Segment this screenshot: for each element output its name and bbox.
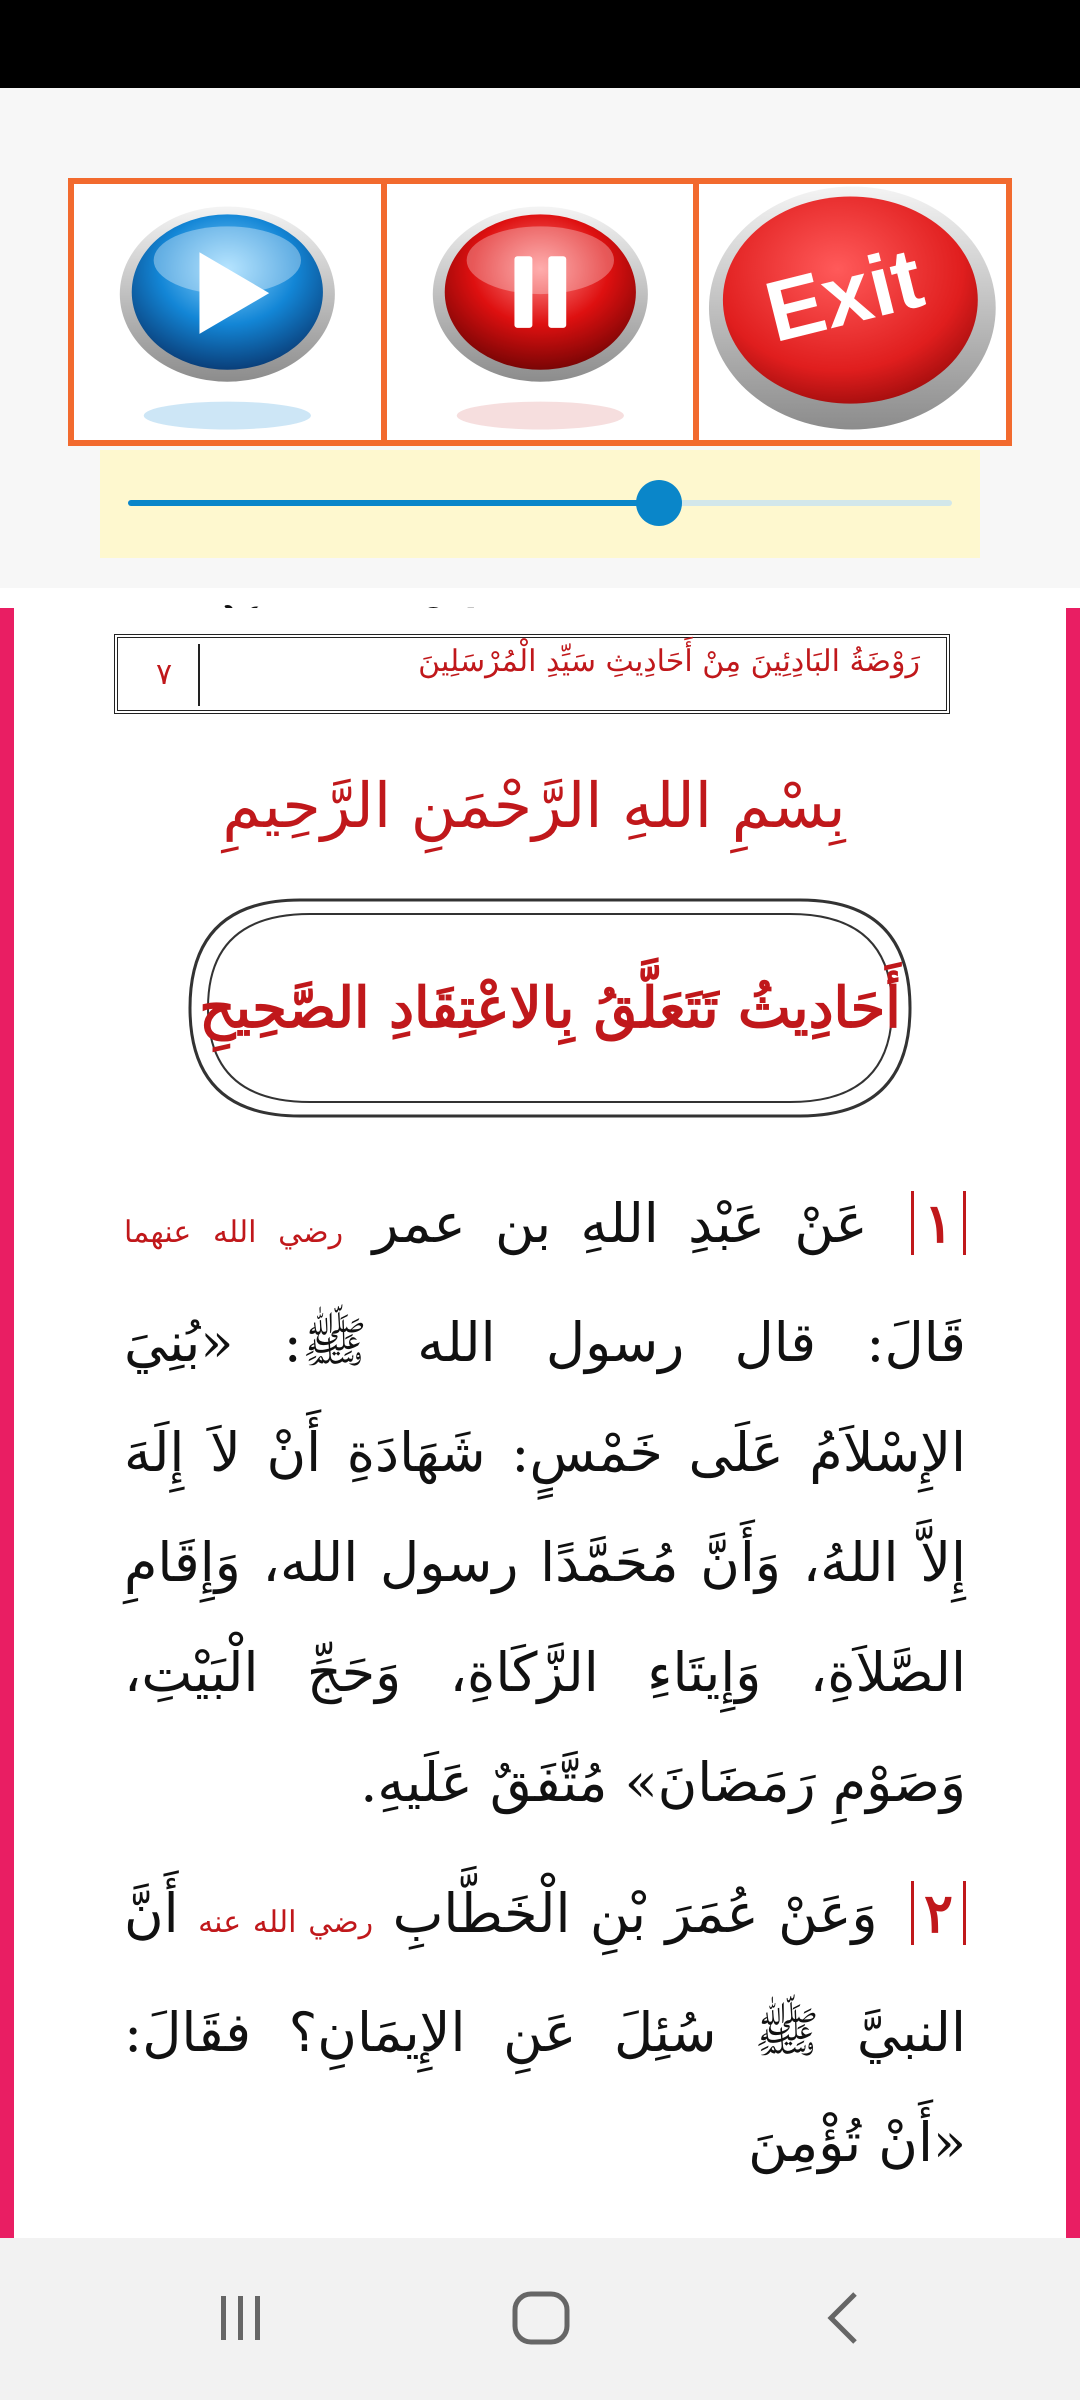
- player-controls: [0, 88, 1080, 608]
- player-button-row: [68, 178, 1012, 446]
- hadith-narrator: عَنْ عَبْدِ اللهِ بن عمر: [372, 1192, 868, 1255]
- back-button[interactable]: [800, 2278, 890, 2358]
- honorific: رضي الله عنه: [198, 1905, 374, 1940]
- seek-thumb[interactable]: [636, 480, 682, 526]
- hadith-number: ٢: [911, 1881, 966, 1945]
- pause-button[interactable]: [387, 184, 694, 440]
- seek-panel: [100, 450, 980, 558]
- book-page-viewer[interactable]: [0, 608, 1080, 2238]
- honorific: رضي الله عنهما: [124, 1215, 344, 1250]
- recents-icon: [211, 2288, 271, 2348]
- hadith-text: [124, 1168, 966, 2218]
- back-icon: [815, 2288, 875, 2348]
- exit-label: Exit: [756, 229, 933, 361]
- page-header: [114, 634, 950, 714]
- play-button[interactable]: [74, 184, 381, 440]
- chapter-frame: [180, 890, 920, 1126]
- play-icon: [74, 184, 381, 440]
- seek-bar[interactable]: [128, 500, 952, 506]
- hadith-2: [124, 1858, 966, 2198]
- exit-icon: [699, 184, 1006, 440]
- book-title: رَوْضَةُ البَادِئِينَ مِنْ أَحَادِيثِ سَيِّدِ الْمُرْسَلِينَ: [418, 644, 920, 679]
- hadith-body: قَالَ: قال رسول الله ﷺ: «بُنِيَ الإِسْلاَمُ عَلَى خَمْسٍ: شَهَادَةِ أَنْ لاَ إِلَهَ إِلاَّ اللهُ، وَأَنَّ مُحَمَّدًا رسول الله، وَإِقَامِ الصَّلاَةِ، وَإِيتَاءِ الزَّكَاةِ، وَحَجِّ الْبَيْتِ، وَصَوْمِ رَمَضَانَ» مُتَّفَقٌ عَلَيهِ.: [124, 1311, 966, 1814]
- hadith-number: ١: [911, 1191, 966, 1255]
- status-bar: [0, 0, 1080, 88]
- home-icon: [509, 2286, 573, 2350]
- hadith-narrator: وَعَنْ عُمَرَ بْنِ الْخَطَّابِ: [392, 1882, 878, 1945]
- system-nav-bar: [0, 2238, 1080, 2400]
- seek-progress: [128, 500, 659, 506]
- home-button[interactable]: [496, 2278, 586, 2358]
- pause-icon: [387, 184, 694, 440]
- hadith-1: [124, 1168, 966, 1838]
- chapter-title: أَحَادِيثُ تَتَعَلَّقُ بِالاعْتِقَادِ الصَّحِيحِ: [199, 975, 901, 1041]
- exit-button[interactable]: [699, 184, 1006, 440]
- hadith-body: أَنَّ النبيَّ ﷺ سُئِلَ عَنِ الإِيمَانِ؟ فقَالَ: «أَنْ تُؤْمِنَ: [124, 1882, 966, 2174]
- recents-button[interactable]: [196, 2278, 286, 2358]
- basmala: بِسْمِ اللهِ الرَّحْمَنِ الرَّحِيمِ: [222, 769, 846, 842]
- page-number: ٧: [130, 644, 200, 706]
